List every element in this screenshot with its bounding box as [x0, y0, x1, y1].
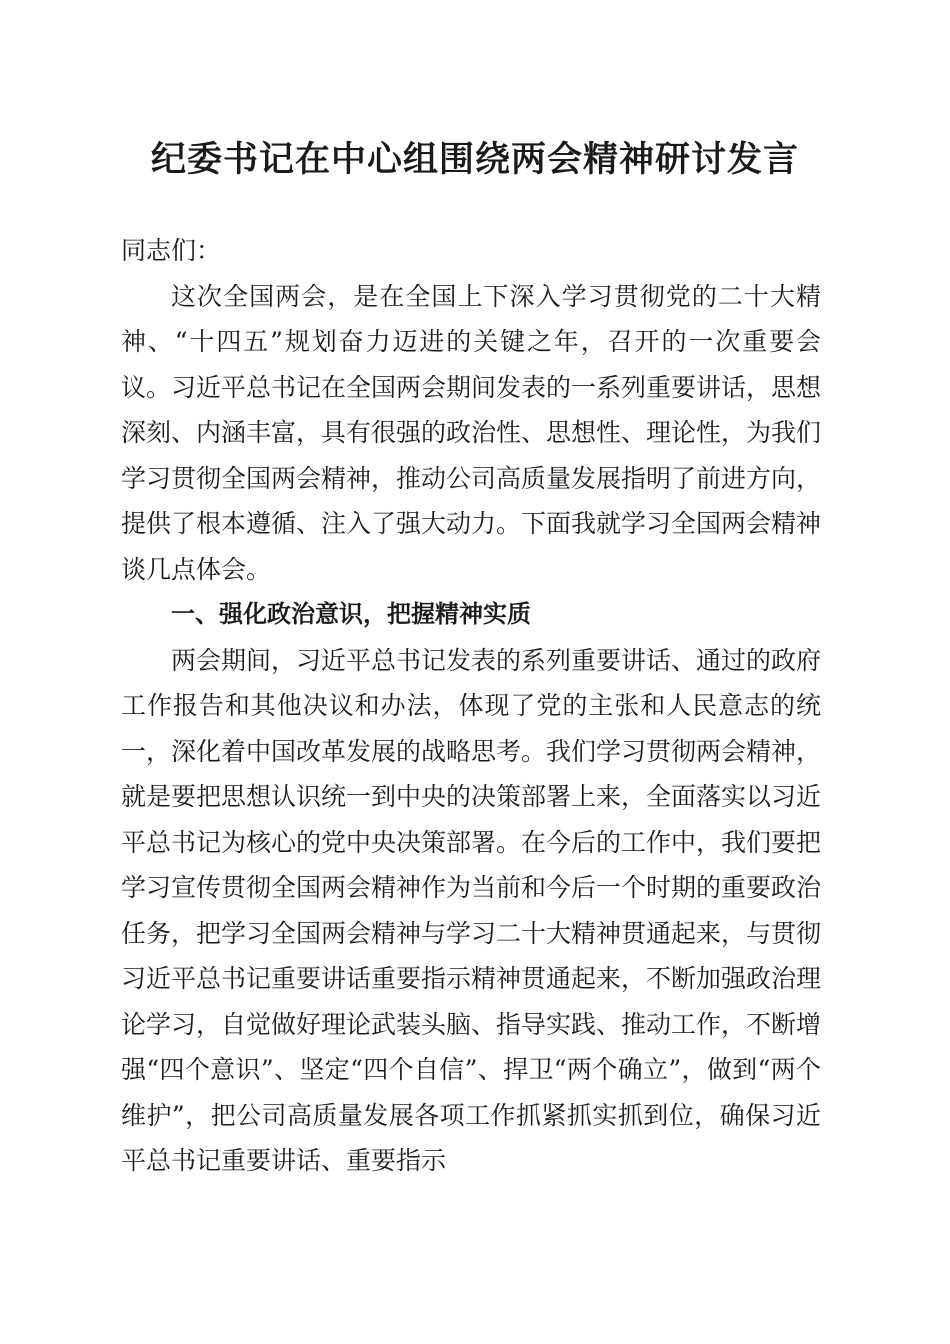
paragraph-section-1: 两会期间，习近平总书记发表的系列重要讲话、通过的政府工作报告和其他决议和办法，体现了党的主张和人民意志的统一，深化着中国改革发展的战略思考。我们学习贯彻两会精神，就是要把思想认识统一到中央的决策部署上来，全面落实以习近平总书记为核心的党中央决策部署。在今后的工作中，我们要把学习宣传贯彻全国两会精神作为当前和今后一个时期的重要政治任务，把学习全国两会精神与学习二十大精神贯通起来，与贯彻习近平总书记重要讲话重要指示精神贯通起来，不断加强政治理论学习，自觉做好理论武装头脑、指导实践、推动工作，不断增强“四个意识”、坚定“四个自信”、捍卫“两个确立”，做到“两个维护”，把公司高质量发展各项工作抓紧抓实抓到位，确保习近平总书记重要讲话、重要指示 [121, 645, 822, 1175]
document-body [121, 228, 821, 1184]
document-title: 纪委书记在中心组围绕两会精神研讨发言 [150, 139, 799, 180]
section-heading-1: 一、强化政治意识，把握精神实质 [171, 600, 531, 628]
salutation: 同志们： [121, 236, 222, 265]
paragraph-intro: 这次全国两会，是在全国上下深入学习贯彻党的二十大精神、“十四五”规划奋力迈进的关键之年，召开的一次重要会议。习近平总书记在全国两会期间发表的一系列重要讲话，思想深刻、内涵丰富，具有很强的政治性、思想性、理论性，为我们学习贯彻全国两会精神，推动公司高质量发展指明了前进方向，提供了根本遵循、注入了强大动力。下面我就学习全国两会精神谈几点体会。 [121, 281, 822, 584]
